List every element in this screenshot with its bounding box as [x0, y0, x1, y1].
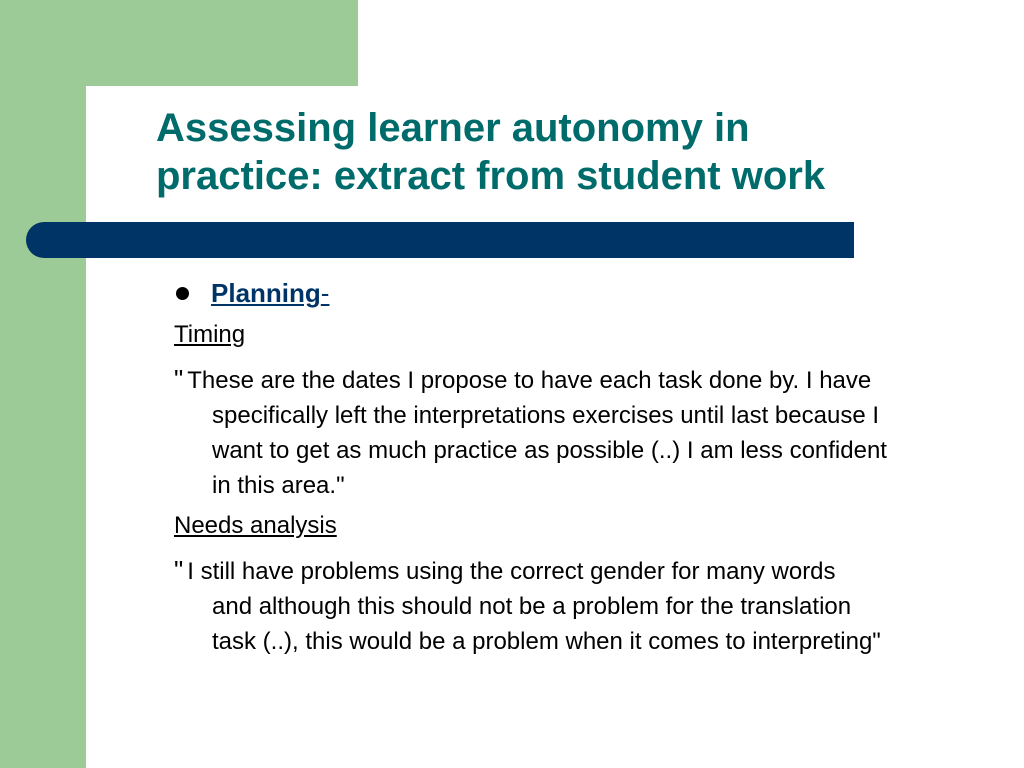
- quote-line: task (..), this would be a problem when it comes to interpreting": [212, 628, 881, 655]
- quote-mark: ": [174, 364, 184, 394]
- title-line-2: practice: extract from student work: [156, 154, 826, 198]
- slide-content: [174, 274, 1014, 659]
- quote-timing: [174, 362, 1014, 503]
- slide-title: [156, 104, 976, 200]
- quote-line: want to get as much practice as possible (..) I am less confident: [212, 437, 887, 464]
- title-line-1: Assessing learner autonomy in: [156, 106, 750, 150]
- bullet-suffix: -: [320, 277, 330, 308]
- bullet-dot-icon: [176, 287, 189, 300]
- quote-mark: ": [174, 555, 184, 585]
- quote-line: specifically left the interpretations exercises until last because I: [212, 402, 879, 429]
- bullet-item-planning: [174, 274, 1014, 312]
- decorative-green-header: [0, 0, 358, 86]
- quote-line: I still have problems using the correct gender for many words: [187, 558, 836, 585]
- quote-line: in this area.": [212, 472, 345, 499]
- section-heading-needs-analysis: Needs analysis: [174, 512, 337, 539]
- quote-line: These are the dates I propose to have each task done by. I have: [187, 367, 872, 394]
- decorative-navy-bar: [26, 222, 854, 258]
- section-heading-timing: Timing: [174, 321, 246, 348]
- quote-line: and although this should not be a problem for the translation: [212, 593, 852, 620]
- quote-needs-analysis: [174, 553, 1014, 659]
- decorative-green-sidebar: [0, 0, 86, 768]
- bullet-label: Planning: [211, 277, 321, 308]
